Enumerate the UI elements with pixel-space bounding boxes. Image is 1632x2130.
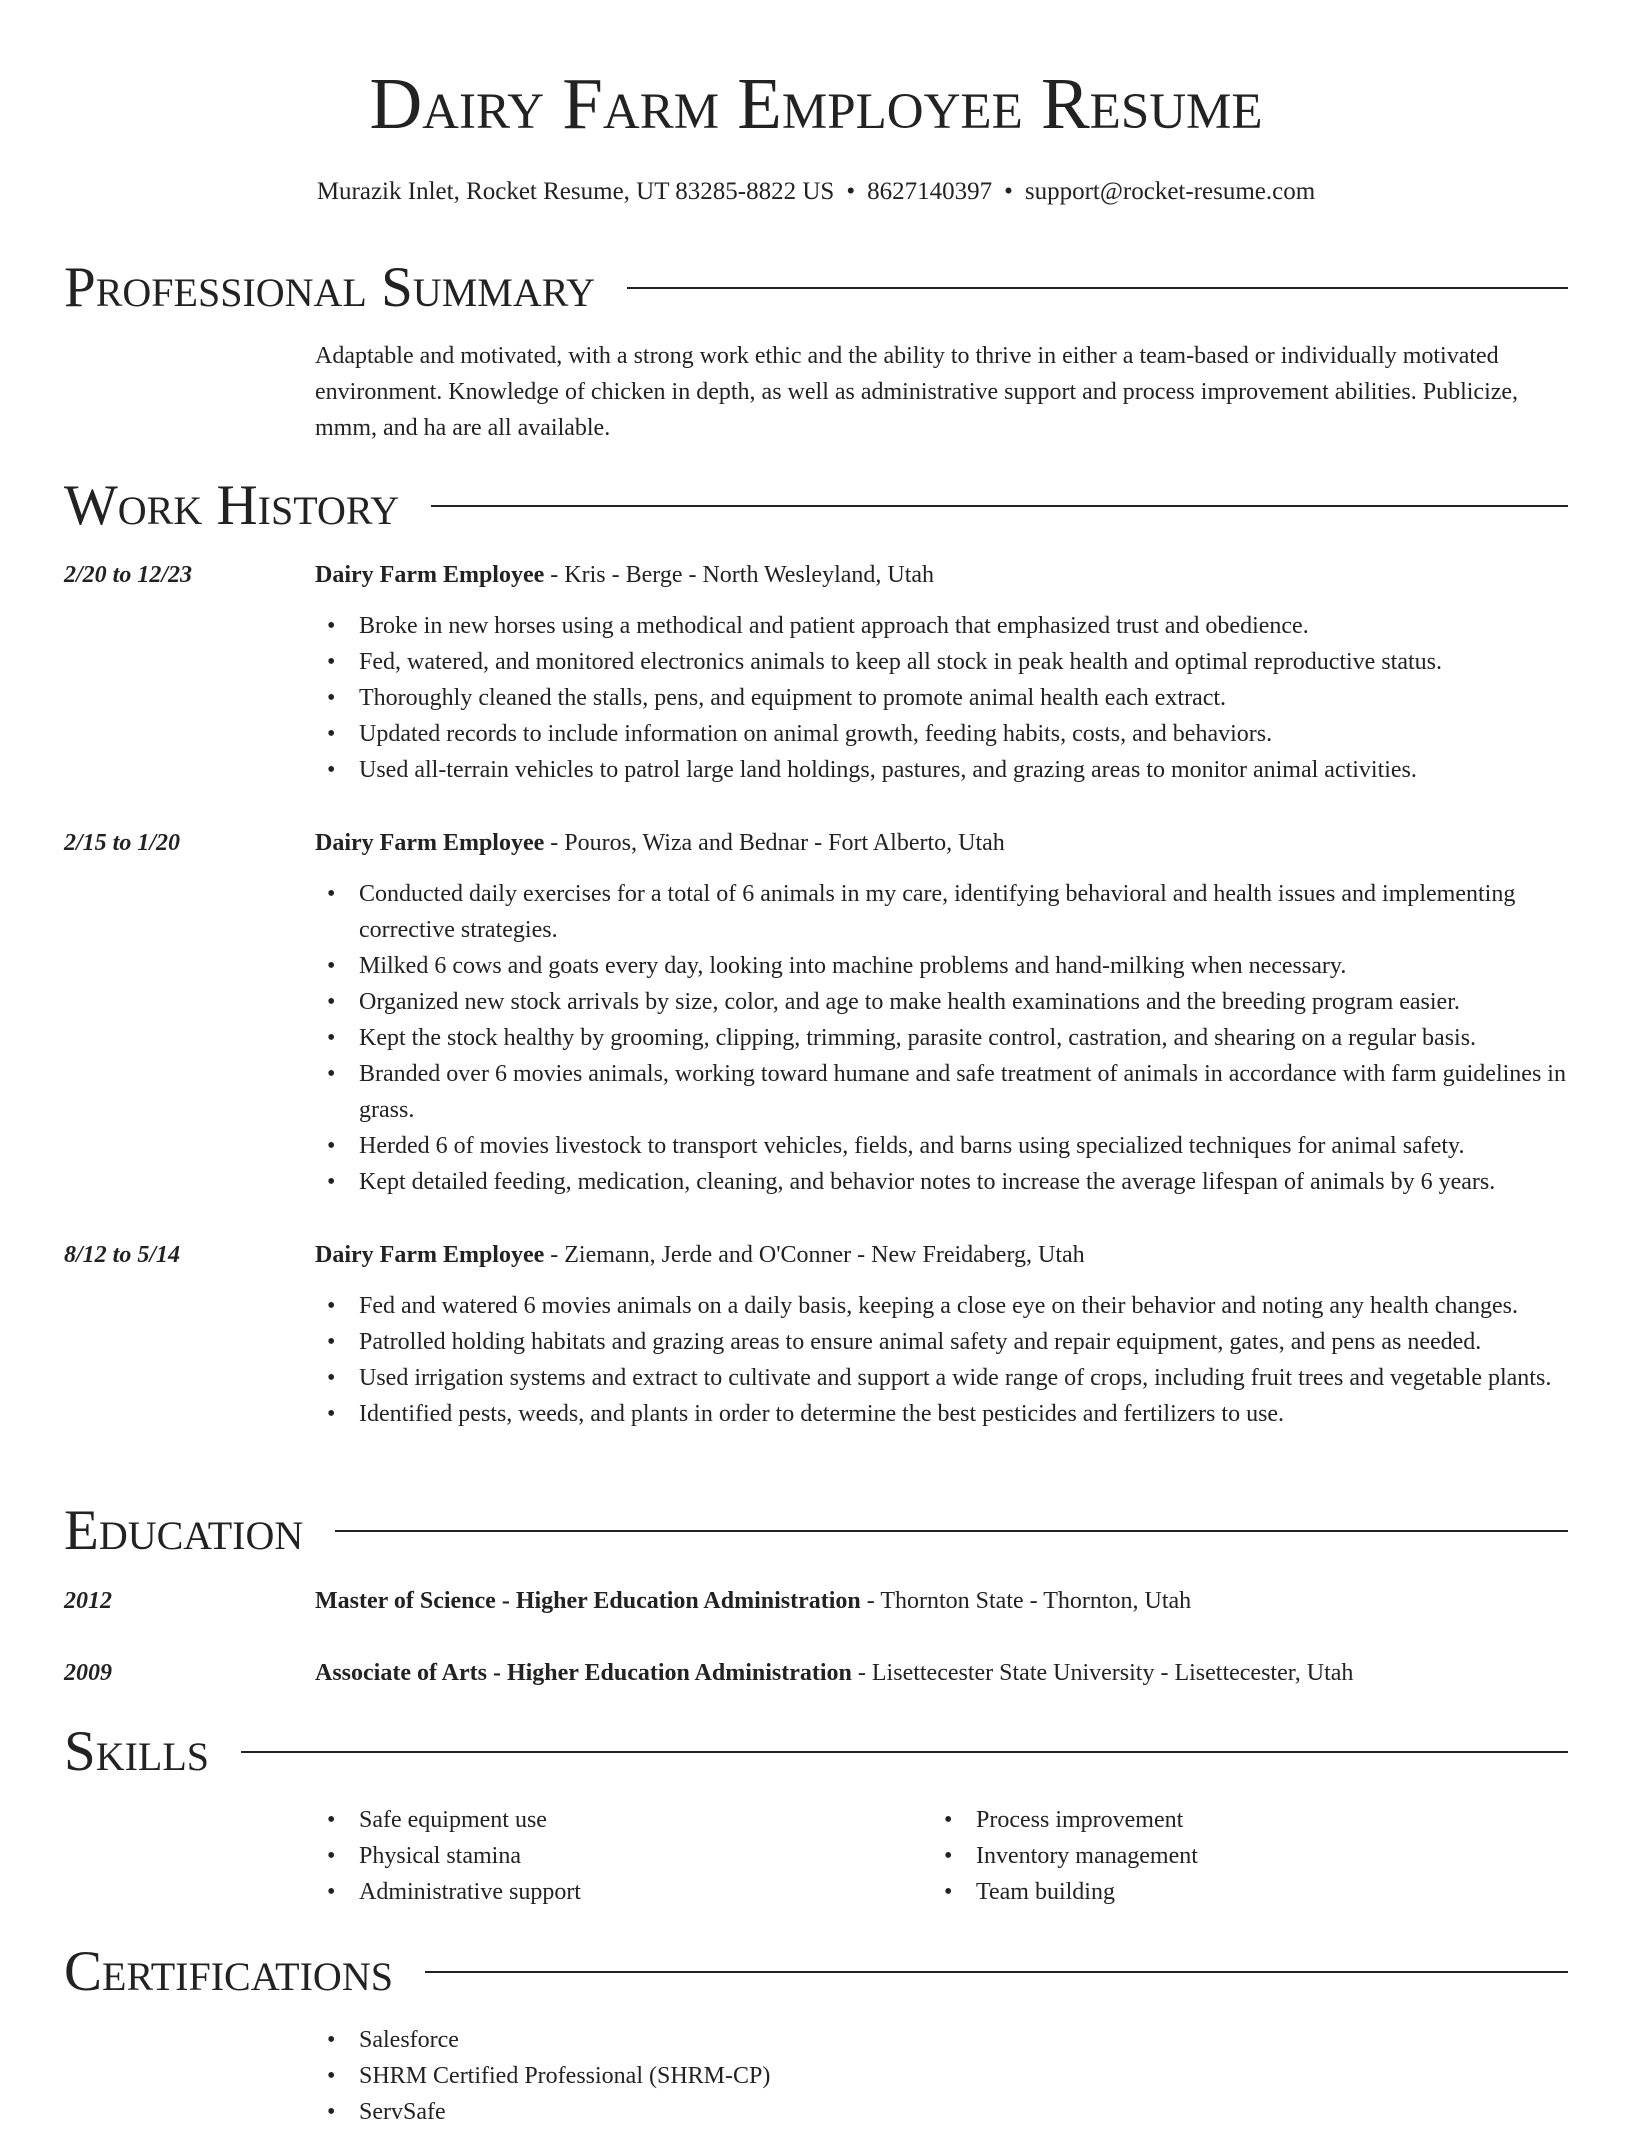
summary-block (64, 338, 1568, 446)
degree: Associate of Arts - Higher Education Administration (315, 1660, 852, 1686)
job-title: Dairy Farm Employee (315, 830, 545, 856)
job-title: Dairy Farm Employee (315, 562, 545, 588)
job-details: - Ziemann, Jerde and O'Conner - New Freidaberg, Utah (544, 1242, 1085, 1268)
section-title: Education (64, 1499, 304, 1562)
job-details: - Pouros, Wiza and Bednar - Fort Alberto, Utah (544, 830, 1005, 856)
list-item: • Broke in new horses using a methodical and patient approach that emphasized trust and obedience. (315, 608, 1568, 644)
section-title: Skills (64, 1720, 210, 1783)
list-item: • Conducted daily exercises for a total of 6 animals in my care, identifying behavioral and health issues and implementing corrective strategies. (315, 876, 1568, 948)
certification-item: • SHRM Certified Professional (SHRM-CP) (315, 2058, 1568, 2094)
section-divider (431, 505, 1568, 507)
certifications-section-header (64, 1942, 1568, 2002)
list-item: • Herded 6 of movies livestock to transport vehicles, fields, and barns using specialized techniques for animal safety. (315, 1128, 1568, 1164)
education-entry (64, 1583, 1568, 1619)
job-details: - Kris - Berge - North Wesleyland, Utah (544, 562, 935, 588)
list-item: • Patrolled holding habitats and grazing areas to ensure animal safety and repair equipment, gates, and pens as needed. (315, 1324, 1568, 1360)
education-details: - Thornton State - Thornton, Utah (860, 1588, 1192, 1614)
section-title: Work History (64, 474, 400, 537)
certification-item: • Salesforce (315, 2022, 1568, 2058)
skill-item: • Physical stamina (315, 1838, 932, 1874)
job-bullets (315, 876, 1568, 1200)
job-heading (315, 825, 1568, 861)
separator: • (1004, 178, 1013, 205)
separator: • (846, 178, 856, 205)
list-item: • Used irrigation systems and extract to cultivate and support a wide range of crops, including fruit trees and vegetable plants. (315, 1360, 1568, 1396)
skills-section-header (64, 1722, 1568, 1782)
resume-title: Dairy Farm Employee Resume (369, 63, 1263, 144)
skill-item: • Team building (932, 1874, 1549, 1910)
job-heading (315, 557, 1568, 593)
education-year: 2012 (64, 1588, 112, 1614)
skills-block (64, 1802, 1568, 1910)
skill-item: • Inventory management (932, 1838, 1549, 1874)
certification-item: • ServSafe (315, 2094, 1568, 2130)
summary-section-header (64, 258, 1568, 318)
job-dates: 2/15 to 1/20 (64, 830, 181, 856)
skill-item: • Process improvement (932, 1802, 1549, 1838)
list-item: • Updated records to include information on animal growth, feeding habits, costs, and behaviors. (315, 716, 1568, 752)
section-divider (425, 1971, 1568, 1973)
list-item: • Fed and watered 6 movies animals on a daily basis, keeping a close eye on their behavior and noting any health changes. (315, 1288, 1568, 1324)
skills-list-right (932, 1802, 1549, 1910)
job-dates: 8/12 to 5/14 (64, 1242, 181, 1268)
section-title: Certifications (64, 1940, 393, 2003)
job-entry (64, 1237, 1568, 1432)
certifications-block (64, 2022, 1568, 2130)
job-title: Dairy Farm Employee (315, 1242, 545, 1268)
list-item: • Used all-terrain vehicles to patrol large land holdings, pastures, and grazing areas to monitor animal activities. (315, 752, 1568, 788)
section-divider (627, 287, 1568, 289)
education-details: - Lisettecester State University - Lisettecester, Utah (851, 1660, 1354, 1686)
education-section-header (64, 1501, 1568, 1561)
certifications-list (315, 2022, 1568, 2130)
list-item: • Kept detailed feeding, medication, cleaning, and behavior notes to increase the average lifespan of animals by 6 years. (315, 1164, 1568, 1200)
contact-line (0, 174, 1632, 210)
list-item: • Branded over 6 movies animals, working toward humane and safe treatment of animals in accordance with farm guidelines in grass. (315, 1056, 1568, 1128)
list-item: • Thoroughly cleaned the stalls, pens, and equipment to promote animal health each extract. (315, 680, 1568, 716)
education-year: 2009 (64, 1660, 112, 1686)
job-entry (64, 557, 1568, 788)
skills-list-left (315, 1802, 932, 1910)
job-bullets (315, 608, 1568, 788)
list-item: • Organized new stock arrivals by size, color, and age to make health examinations and the breeding program easier. (315, 984, 1568, 1020)
job-dates: 2/20 to 12/23 (64, 562, 193, 588)
degree: Master of Science - Higher Education Administration (315, 1588, 861, 1614)
list-item: • Fed, watered, and monitored electronics animals to keep all stock in peak health and optimal reproductive status. (315, 644, 1568, 680)
work-history-section-header (64, 476, 1568, 536)
job-bullets (315, 1288, 1568, 1432)
summary-text: Adaptable and motivated, with a strong work ethic and the ability to thrive in either a team-based or individually motivated environment. Knowledge of chicken in depth, as well as administrative support and process improvement abilities. Publicize, mmm, and ha are all available. (315, 343, 1519, 441)
education-entry (64, 1655, 1568, 1691)
job-entry (64, 825, 1568, 1200)
list-item: • Kept the stock healthy by grooming, clipping, trimming, parasite control, castration, and shearing on a regular basis. (315, 1020, 1568, 1056)
list-item: • Milked 6 cows and goats every day, looking into machine problems and hand-milking when necessary. (315, 948, 1568, 984)
skill-item: • Safe equipment use (315, 1802, 932, 1838)
email: support@rocket-resume.com (1024, 178, 1316, 205)
phone: 8627140397 (867, 178, 993, 205)
list-item: • Identified pests, weeds, and plants in order to determine the best pesticides and fertilizers to use. (315, 1396, 1568, 1432)
section-divider (241, 1751, 1568, 1753)
section-title: Professional Summary (64, 256, 596, 319)
address: Murazik Inlet, Rocket Resume, UT 83285-8822 US (316, 178, 835, 205)
job-heading (315, 1237, 1568, 1273)
skill-item: • Administrative support (315, 1874, 932, 1910)
section-divider (335, 1530, 1568, 1532)
